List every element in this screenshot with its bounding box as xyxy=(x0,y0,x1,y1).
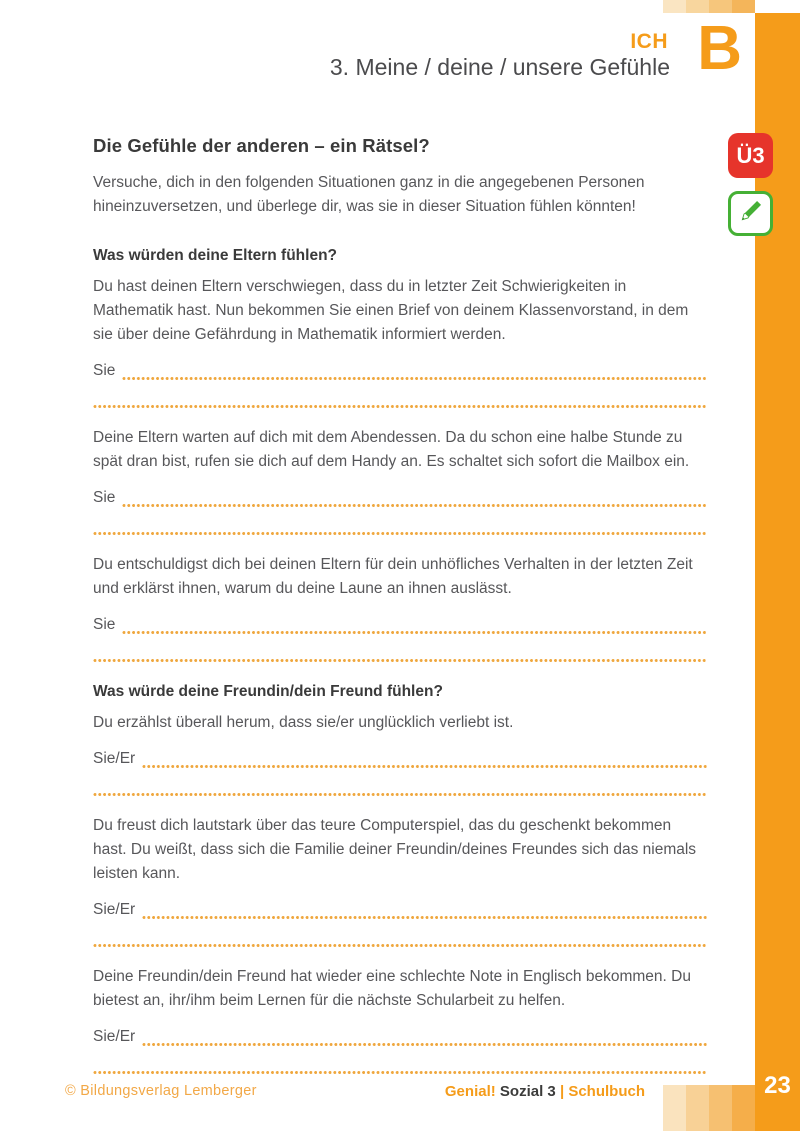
answer-label: Sie/Er xyxy=(93,1028,136,1045)
series-name-bold: Genial! xyxy=(444,1083,496,1100)
answer-line-dots[interactable] xyxy=(93,943,707,948)
answer-label: Sie xyxy=(93,489,116,506)
answer-line xyxy=(93,359,707,383)
situation-text: Deine Freundin/dein Freund hat wieder eine schlechte Note in Englisch bekommen. Du bietest an, ihr/ihm beim Lernen für die nächste Schularbeit zu helfen. xyxy=(93,968,691,1009)
situation-text: Deine Eltern warten auf dich mit dem Abendessen. Da du schon eine halbe Stunde zu spät dran bist, rufen sie dich auf dem Handy an. Es schaltet sich sofort die Mailbox ein. xyxy=(93,429,690,470)
situation-text: Du hast deinen Eltern verschwiegen, dass du in letzter Zeit Schwierigkeiten in Mathematik hast. Nun bekommen Sie einen Brief von deinem Klassenvorstand, in dem sie über deine Gefährdung in Mathematik informiert werden. xyxy=(93,278,689,343)
gradient-square xyxy=(732,0,755,13)
worksheet-heading: Die Gefühle der anderen – ein Rätsel? xyxy=(93,135,430,156)
gradient-square xyxy=(686,0,709,13)
situation-block xyxy=(93,965,707,1075)
situation-text: Du erzählst überall herum, dass sie/er unglücklich verliebt ist. xyxy=(93,714,514,731)
gradient-square xyxy=(709,0,732,13)
page-number: 23 xyxy=(764,1072,791,1099)
answer-label: Sie/Er xyxy=(93,901,136,918)
situation-block xyxy=(93,426,707,536)
pencil-icon xyxy=(737,197,765,230)
gradient-square xyxy=(709,1085,732,1131)
answer-line-dots[interactable] xyxy=(142,764,707,769)
answer-label: Sie xyxy=(93,362,116,379)
worksheet-content xyxy=(93,134,707,1092)
separator: | xyxy=(559,1083,565,1100)
gradient-square xyxy=(663,1085,686,1131)
answer-line-dots[interactable] xyxy=(93,1070,707,1075)
situation-block xyxy=(93,814,707,948)
answer-line xyxy=(93,613,707,637)
answer-line-dots[interactable] xyxy=(93,658,707,663)
margin-badges xyxy=(728,133,773,236)
intro-text: Versuche, dich in den folgenden Situationen ganz in die angegebenen Personen hineinzuversetzen, und überlege dir, was sie in dieser Situation fühlen könnten! xyxy=(93,174,645,215)
section-letter: B xyxy=(697,14,742,83)
answer-line-dots[interactable] xyxy=(142,1042,707,1047)
answer-line xyxy=(93,747,707,771)
answer-line-dots[interactable] xyxy=(122,376,707,381)
answer-line-dots[interactable] xyxy=(93,404,707,409)
situation-block xyxy=(93,711,707,797)
bottom-gradient-squares xyxy=(663,1085,755,1131)
exercise-badge: Ü3 xyxy=(728,133,773,178)
answer-label: Sie xyxy=(93,616,116,633)
answer-line-dots[interactable] xyxy=(142,915,707,920)
page-title: 3. Meine / deine / unsere Gefühle xyxy=(329,54,670,80)
top-gradient-squares xyxy=(663,0,755,13)
answer-line xyxy=(93,898,707,922)
chapter-category-label: ICH xyxy=(630,30,668,53)
answer-line-dots[interactable] xyxy=(93,792,707,797)
section-heading-eltern: Was würden deine Eltern fühlen? xyxy=(93,247,338,264)
answer-line xyxy=(93,1025,707,1049)
situation-block xyxy=(93,553,707,663)
answer-line xyxy=(93,486,707,510)
situation-text: Du freust dich lautstark über das teure Computerspiel, das du geschenkt bekommen hast. Du weißt, dass sich die Familie deiner Freundin/deines Freundes sich das niemals leisten kann. xyxy=(93,817,697,882)
series-name-rest: Sozial 3 xyxy=(499,1083,556,1100)
answer-line-dots[interactable] xyxy=(93,531,707,536)
book-type: Schulbuch xyxy=(568,1083,645,1100)
gradient-square xyxy=(663,0,686,13)
writing-task-badge xyxy=(728,191,773,236)
gradient-square xyxy=(732,1085,755,1131)
answer-line-dots[interactable] xyxy=(122,630,707,635)
situation-text: Du entschuldigst dich bei deinen Eltern für dein unhöfliches Verhalten in der letzten Zeit und erklärst ihnen, warum du deine Laune an ihnen auslässt. xyxy=(93,556,693,597)
answer-label: Sie/Er xyxy=(93,750,136,767)
situation-block xyxy=(93,275,707,409)
answer-line-dots[interactable] xyxy=(122,503,707,508)
gradient-square xyxy=(686,1085,709,1131)
book-series-label xyxy=(445,1083,645,1100)
section-heading-freund: Was würde deine Freundin/dein Freund fühlen? xyxy=(93,683,443,700)
copyright-text: © Bildungsverlag Lemberger xyxy=(65,1083,257,1099)
